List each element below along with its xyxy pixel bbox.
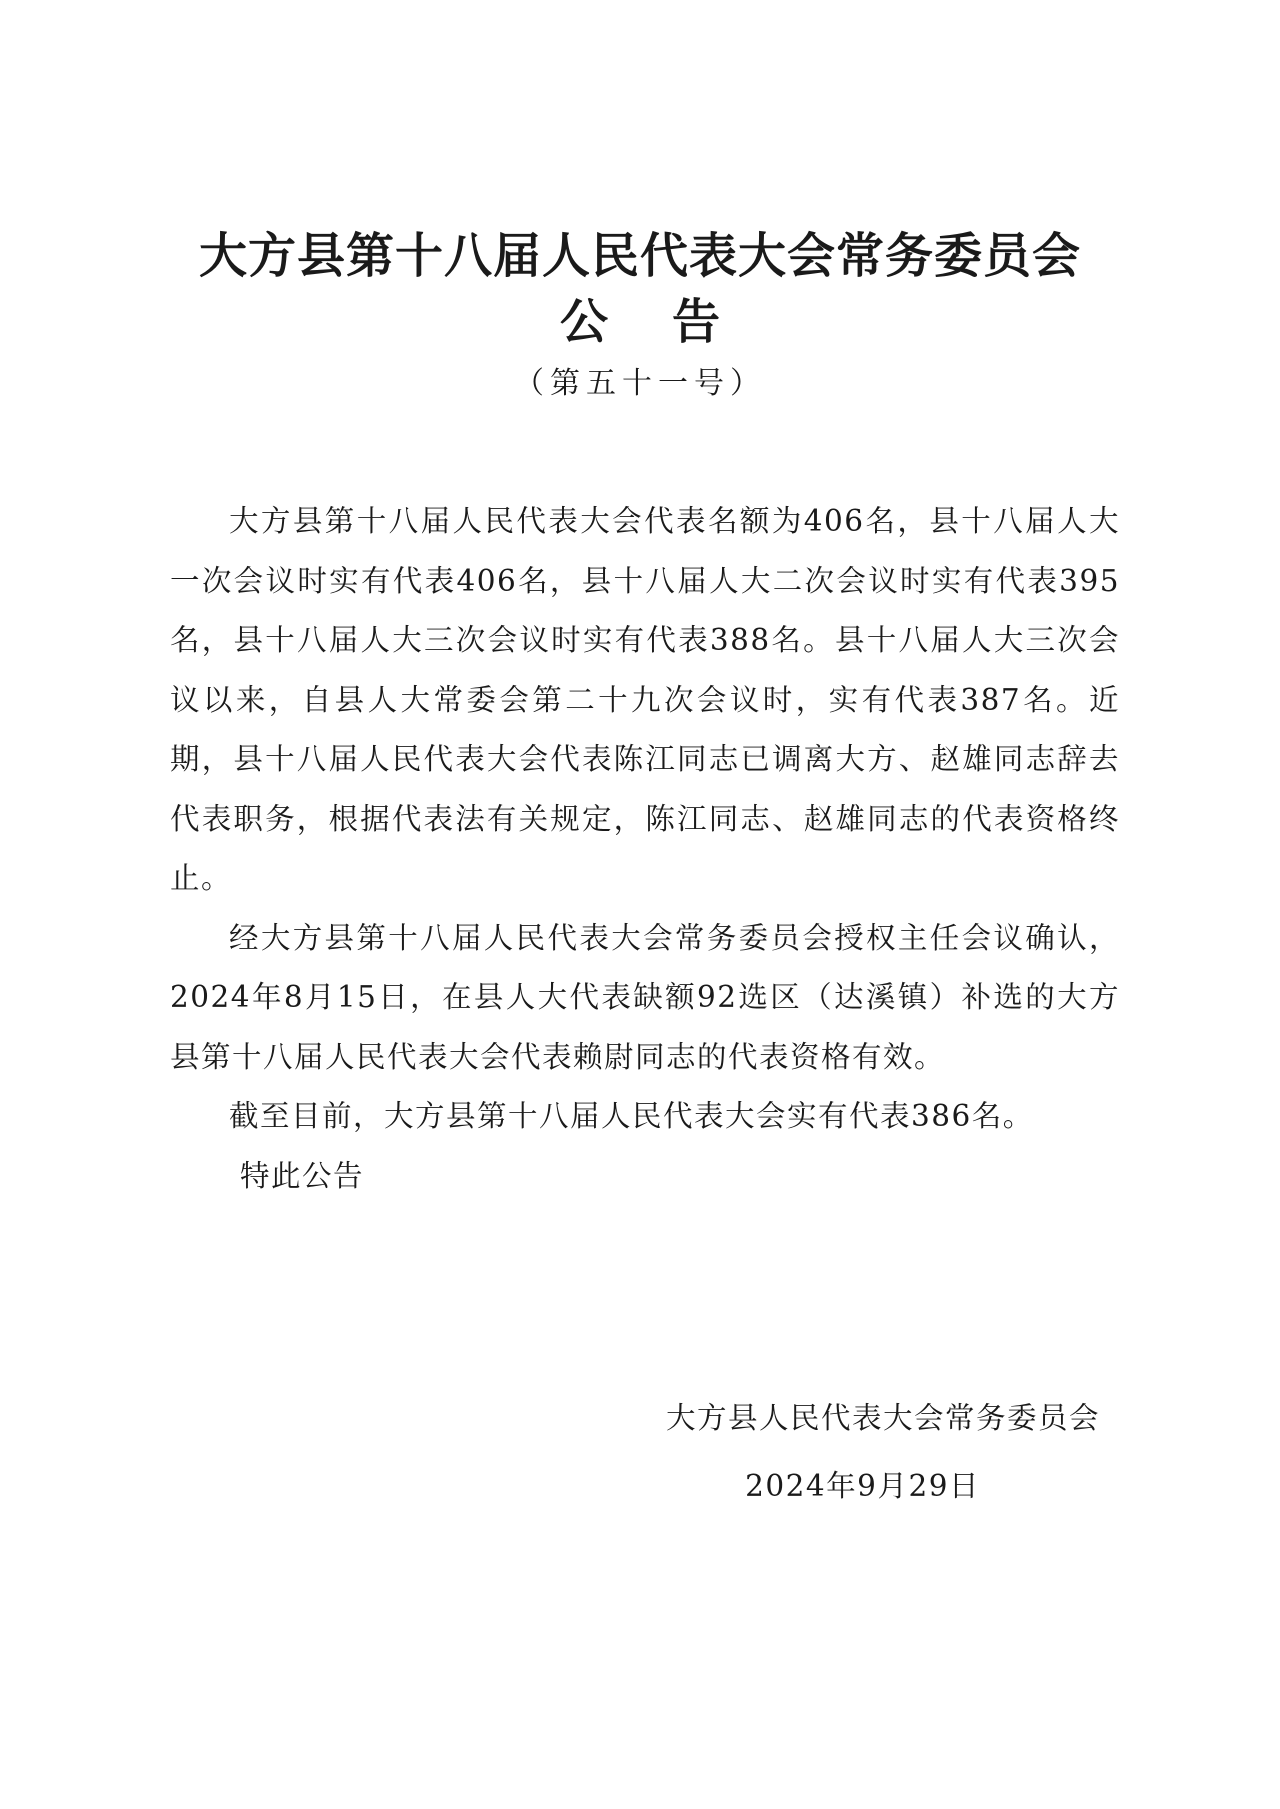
closing-statement: 特此公告 bbox=[240, 1159, 365, 1193]
body-paragraph-3: 截至目前，大方县第十八届人民代表大会实有代表386名。 bbox=[229, 1099, 1034, 1133]
issue-date: 2024年9月29日 bbox=[745, 1469, 980, 1503]
subtitle-char-1: 公 bbox=[559, 294, 608, 350]
announcement-body bbox=[170, 492, 1120, 1147]
body-paragraph-2: 经大方县第十八届人民代表大会常务委员会授权主任会议确认，2024年8月15日，在县人大代表缺额92选区（达溪镇）补选的大方县第十八届人民代表大会代表赖尉同志的代表资格有效。 bbox=[170, 920, 1120, 1074]
issuer-signature: 大方县人民代表大会常务委员会 bbox=[665, 1401, 1100, 1435]
subtitle-char-2: 告 bbox=[672, 294, 721, 350]
document-title: 大方县第十八届人民代表大会常务委员会 bbox=[198, 228, 1081, 284]
body-paragraph-1: 大方县第十八届人民代表大会代表名额为406名，县十八届人大一次会议时实有代表406名，县十八届人大二次会议时实有代表395名，县十八届人大三次会议时实有代表388名。县十八届人大三次会议以来，自县人大常委会第二十九次会议时，实有代表387名。近期，县十八届人民代表大会代表陈江同志已调离大方、赵雄同志辞去代表职务，根据代表法有关规定，陈江同志、赵雄同志的代表资格终止。 bbox=[170, 504, 1120, 895]
document-number: （第五十一号） bbox=[514, 366, 766, 401]
document-subtitle bbox=[0, 292, 1280, 352]
